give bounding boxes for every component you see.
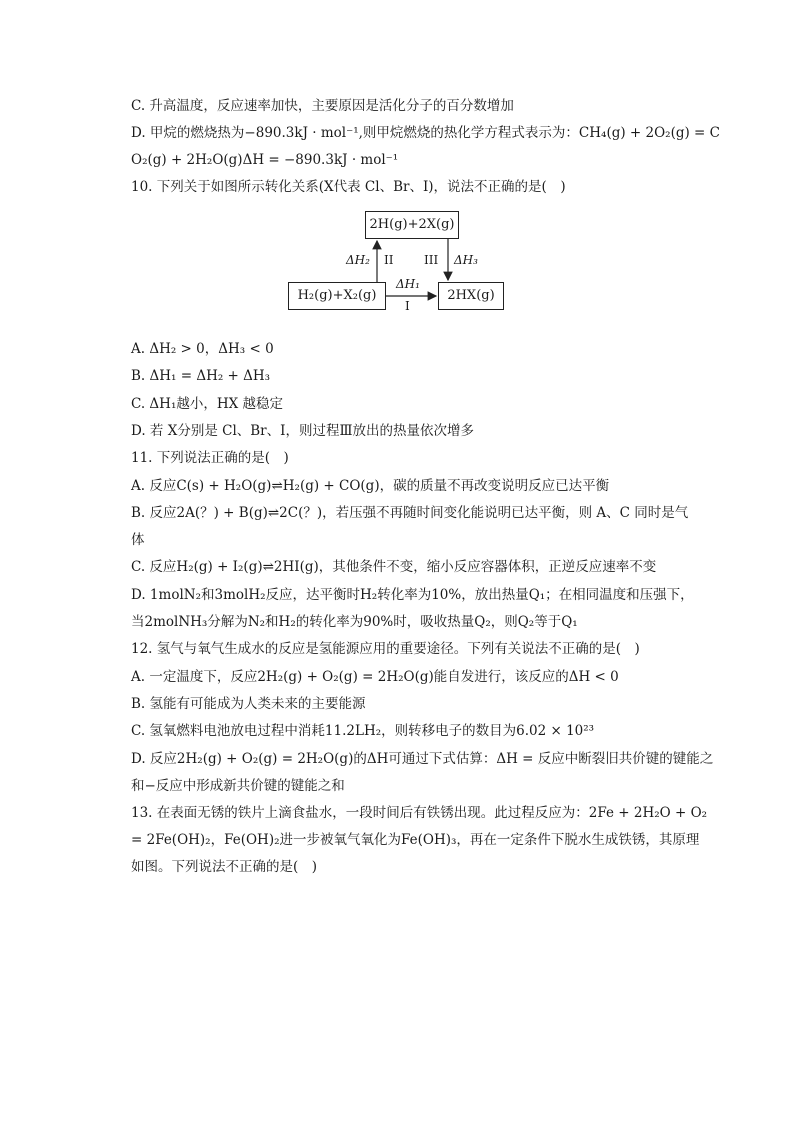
question-10-option-b: B. ΔH₁ = ΔH₂ + ΔH₃ (131, 368, 271, 384)
question-12-option-c: C. 氢氧燃料电池放电过程中消耗11.2LH₂，则转移电子的数目为6.02 × 10²³ (131, 723, 595, 739)
diagram-left-box: H₂(g)+X₂(g) (288, 282, 386, 310)
question-12-option-d-line1: D. 反应2H₂(g) + O₂(g) = 2H₂O(g)的ΔH可通过下式估算：ΔH = 反应中断裂旧共价键的键能之 (131, 751, 714, 767)
label-dh3: ΔH₃ (454, 253, 478, 267)
diagram-top-box: 2H(g)+2X(g) (365, 211, 459, 239)
question-11-stem: 11. 下列说法正确的是( ) (131, 450, 289, 466)
question-12-option-d-line2: 和−反应中形成新共价键的键能之和 (131, 778, 345, 794)
option-c-prev: C. 升高温度，反应速率加快，主要原因是活化分子的百分数增加 (131, 98, 514, 114)
question-11-option-d-line2: 当2molNH₃分解为N₂和H₂的转化率为90%时，吸收热量Q₂，则Q₂等于Q₁ (131, 614, 578, 630)
question-10-option-c: C. ΔH₁越小，HX 越稳定 (131, 396, 284, 412)
label-roman-3: III (424, 253, 439, 267)
label-dh1: ΔH₁ (396, 277, 420, 291)
question-11-option-b-line2: 体 (131, 532, 145, 548)
question-13-stem-line2: = 2Fe(OH)₂，Fe(OH)₂进一步被氧气氧化为Fe(OH)₃，再在一定条件下脱水生成铁锈，其原理 (131, 832, 700, 848)
question-10-option-a: A. ΔH₂ > 0，ΔH₃ < 0 (131, 341, 274, 357)
question-12-option-a: A. 一定温度下，反应2H₂(g) + O₂(g) = 2H₂O(g)能自发进行，该反应的ΔH < 0 (131, 669, 619, 685)
question-11-option-c: C. 反应H₂(g) + I₂(g)⇌2HI(g)，其他条件不变，缩小反应容器体积，正逆反应速率不变 (131, 559, 657, 575)
question-13-stem-line1: 13. 在表面无锈的铁片上滴食盐水，一段时间后有铁锈出现。此过程反应为：2Fe + 2H₂O + O₂ (131, 805, 708, 821)
diagram-right-box: 2HX(g) (438, 282, 504, 310)
question-11-option-b-line1: B. 反应2A(？) + B(g)⇌2C(？)，若压强不再随时间变化能说明已达平衡，则 A、C 同时是气 (131, 505, 689, 521)
diagram-arrows (280, 205, 520, 315)
question-10-stem: 10. 下列关于如图所示转化关系(X代表 Cl、Br、I)，说法不正确的是( ) (131, 179, 566, 195)
label-dh2: ΔH₂ (346, 253, 370, 267)
label-roman-2: II (384, 253, 394, 267)
question-12-stem: 12. 氢气与氧气生成水的反应是氢能源应用的重要途径。下列有关说法不正确的是( ) (131, 641, 640, 657)
question-12-option-b: B. 氢能有可能成为人类未来的主要能源 (131, 696, 366, 712)
question-11-option-d-line1: D. 1molN₂和3molH₂反应，达平衡时H₂转化率为10%，放出热量Q₁；在相同温度和压强下， (131, 587, 694, 603)
question-13-stem-line3: 如图。下列说法不正确的是( ) (131, 859, 318, 875)
label-roman-1: I (405, 299, 410, 313)
question-11-option-a: A. 反应C(s) + H₂O(g)⇌H₂(g) + CO(g)，碳的质量不再改变说明反应已达平衡 (131, 478, 610, 494)
option-d-prev-line1: D. 甲烷的燃烧热为−890.3kJ · mol⁻¹,则甲烷燃烧的热化学方程式表示为：CH₄(g) + 2O₂(g) = C (131, 125, 720, 141)
energy-cycle-diagram (280, 205, 520, 315)
option-d-prev-line2: O₂(g) + 2H₂O(g)ΔH = −890.3kJ · mol⁻¹ (131, 152, 399, 168)
question-10-option-d: D. 若 X分别是 Cl、Br、I，则过程Ⅲ放出的热量依次增多 (131, 423, 474, 439)
